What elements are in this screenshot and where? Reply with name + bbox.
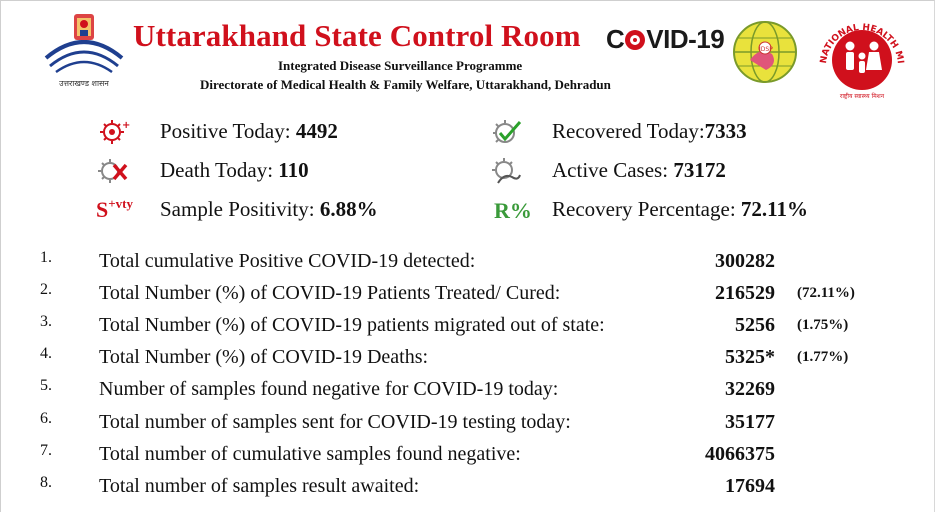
active-label: Active Cases:	[552, 158, 674, 182]
subtitle-programme: Integrated Disease Surveillance Programme	[278, 58, 523, 73]
table-row	[0, 281, 935, 311]
row-percentage: (1.77%)	[797, 349, 849, 365]
row-value: 5325*	[725, 346, 775, 368]
active-cases-icon	[490, 157, 524, 185]
death-label: Death Today:	[160, 158, 279, 182]
table-row	[0, 345, 935, 375]
positive-virus-icon	[96, 118, 130, 146]
recovered-check-icon	[490, 118, 524, 146]
positivity-value: 6.88%	[319, 197, 378, 221]
row-description: Number of samples found negative for COVID-19 today:	[99, 378, 559, 400]
table-row	[0, 474, 935, 504]
row-value: 32269	[725, 378, 775, 400]
sample-positivity	[160, 197, 378, 222]
uttarakhand-emblem-logo	[40, 8, 128, 92]
national-health-mission-logo	[812, 14, 912, 100]
active-cases	[552, 158, 726, 183]
row-number: 1.	[40, 249, 52, 266]
row-description: Total Number (%) of COVID-19 Patients Treated/ Cured:	[99, 282, 561, 304]
recovery-percent-icon: R%	[494, 198, 532, 223]
table-row	[0, 377, 935, 407]
nhm-ring-text: NATIONAL HEALTH MI	[818, 22, 905, 65]
recovery-label: Recovery Percentage:	[552, 197, 741, 221]
row-percentage: (1.75%)	[797, 317, 849, 333]
table-row	[0, 249, 935, 279]
active-value: 73172	[673, 158, 726, 182]
row-percentage: (72.11%)	[797, 285, 855, 301]
death-virus-icon	[96, 157, 130, 185]
idsp-globe-logo	[732, 20, 798, 84]
nhm-tagline: राष्ट्रीय स्वास्थ्य मिशन	[839, 93, 885, 100]
row-value: 216529	[715, 282, 775, 304]
row-number: 7.	[40, 442, 52, 459]
row-value: 5256	[735, 314, 775, 336]
positive-value: 4492	[295, 119, 338, 143]
recovery-value: 72.11%	[740, 197, 809, 221]
positive-today	[160, 119, 338, 144]
subtitle-directorate: Directorate of Medical Health & Family Welfare, Uttarakhand, Dehradun	[200, 77, 611, 92]
row-value: 300282	[715, 250, 775, 272]
row-description: Total number of cumulative samples found negative:	[99, 443, 521, 465]
row-number: 4.	[40, 345, 52, 362]
sample-positivity-icon	[96, 196, 133, 223]
row-number: 3.	[40, 313, 52, 330]
covid19-logo	[606, 24, 724, 55]
recovered-today	[552, 119, 747, 144]
svty-main: S	[96, 197, 109, 222]
emblem-caption: उत्तराखण्ड शासन	[59, 79, 109, 88]
svg-text:+: +	[122, 120, 130, 131]
svty-sup: +vty	[108, 196, 133, 211]
table-row	[0, 410, 935, 440]
recovered-label: Recovered Today:	[552, 119, 705, 143]
row-value: 17694	[725, 475, 775, 497]
idsp-text: IDSP	[759, 46, 773, 53]
row-value: 4066375	[705, 443, 775, 465]
table-row	[0, 442, 935, 472]
row-description: Total number of samples result awaited:	[99, 475, 420, 497]
table-row	[0, 313, 935, 343]
page-title: Uttarakhand State Control Room	[133, 18, 581, 53]
row-number: 5.	[40, 377, 52, 394]
virus-icon	[625, 30, 645, 50]
row-description: Total Number (%) of COVID-19 Deaths:	[99, 346, 429, 368]
covid-prefix: C	[606, 24, 625, 54]
death-value: 110	[278, 158, 309, 182]
row-number: 6.	[40, 410, 52, 427]
row-description: Total cumulative Positive COVID-19 detected:	[99, 250, 476, 272]
positivity-label: Sample Positivity:	[160, 197, 320, 221]
recovery-percentage	[552, 197, 808, 222]
positive-label: Positive Today:	[160, 119, 296, 143]
covid-suffix: VID-19	[646, 24, 725, 54]
row-value: 35177	[725, 411, 775, 433]
recovered-value: 7333	[704, 119, 747, 143]
death-today	[160, 158, 309, 183]
row-number: 8.	[40, 474, 52, 491]
row-number: 2.	[40, 281, 52, 298]
row-description: Total Number (%) of COVID-19 patients migrated out of state:	[99, 314, 605, 336]
row-description: Total number of samples sent for COVID-19 testing today:	[99, 411, 571, 433]
